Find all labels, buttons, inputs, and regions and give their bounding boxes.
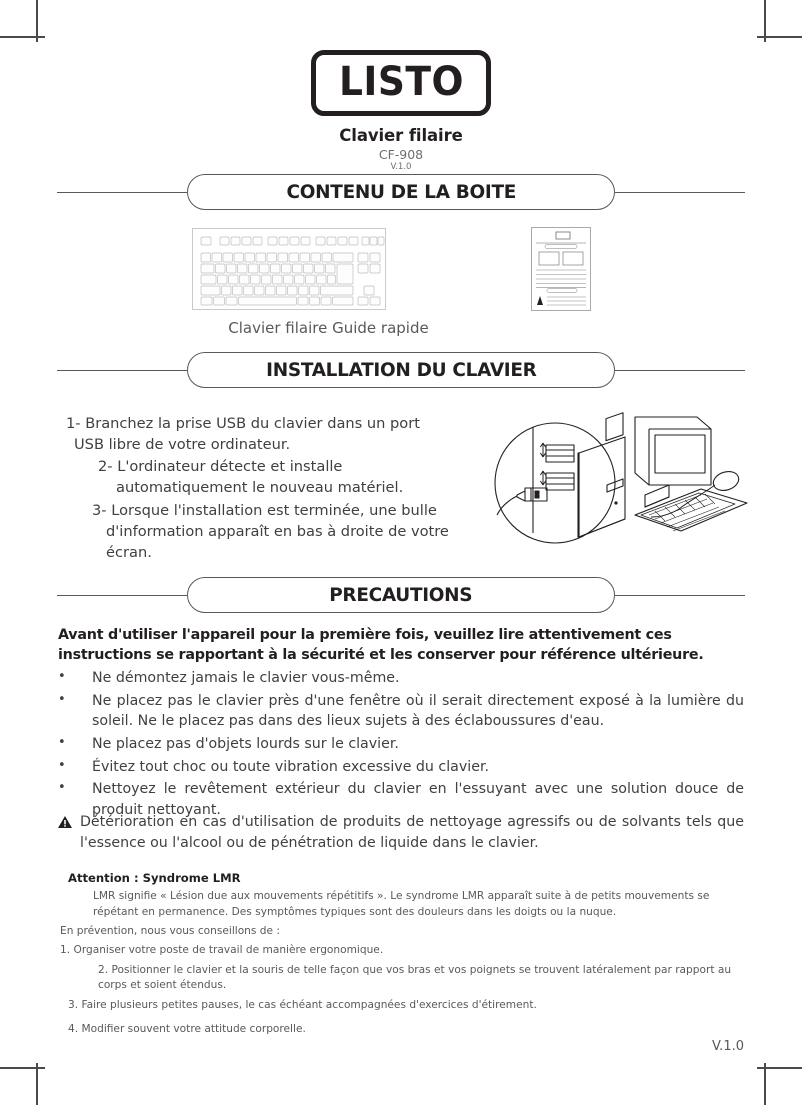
section-heading-precautions: PRECAUTIONS <box>329 584 473 606</box>
lmr-recommendation: 2. Positionner le clavier et la souris de telle façon que vos bras et vos poignets se trouvent latéralement par rapport au corps et soient étendus. <box>98 963 732 992</box>
bullet-icon: • <box>58 757 66 773</box>
crop-mark-bottom-left-vertical <box>36 1063 38 1105</box>
install-step-1-line1: 1- Branchez la prise USB du clavier dans un port <box>66 415 420 432</box>
footer-version: V.1.0 <box>711 1039 744 1054</box>
lmr-paragraph: LMR signifie « Lésion due aux mouvements répétitifs ». Le syndrome LMR apparaît suite à de petits mouvements se répétant en permanence. Des symptômes typiques sont des douleurs dans les doigts ou la nuque. <box>93 890 710 918</box>
quick-guide-booklet-illustration <box>531 227 591 311</box>
product-title: Clavier filaire <box>339 126 463 145</box>
section-header-installation <box>57 351 745 389</box>
install-step-3-line1: 3- Lorsque l'installation est terminée, une bulle <box>92 501 437 519</box>
precaution-item <box>58 734 744 754</box>
install-step-2-line1: 2- L'ordinateur détecte et installe <box>98 458 343 476</box>
install-step-1-line2: USB libre de votre ordinateur. <box>74 436 291 454</box>
header-rule-right <box>615 192 745 193</box>
listo-logo <box>311 50 492 116</box>
crop-mark-top-left-horizontal <box>0 36 45 38</box>
warning-text: Détérioration en cas d'utilisation de produits de nettoyage agressifs ou de solvants tels que l'essence ou l'alcool ou de pénétration de liquide dans le clavier. <box>80 814 744 851</box>
header-rule-left <box>57 370 187 371</box>
section-pill-precautions <box>187 577 615 613</box>
section-pill-installation <box>187 352 615 388</box>
precaution-text: Nettoyez le revêtement extérieur du clavier en l'essuyant avec une solution douce de produit nettoyant. <box>92 781 744 818</box>
header-rule-right <box>615 595 745 596</box>
crop-mark-bottom-right-vertical <box>764 1063 766 1105</box>
brand-header <box>0 50 802 172</box>
install-step-2 <box>98 456 486 498</box>
section-header-contents <box>57 173 745 211</box>
product-version: V.1.0 <box>390 162 412 172</box>
crop-mark-bottom-left-horizontal <box>0 1067 45 1069</box>
lmr-title: Attention : Syndrome LMR <box>68 871 241 885</box>
precaution-text: Ne placez pas le clavier près d'une fenêtre où il serait directement exposé à la lumière du soleil. Ne le placez pas dans des lieux sujets à des éclaboussures d'eau. <box>92 692 744 730</box>
crop-mark-bottom-right-horizontal <box>757 1067 802 1069</box>
precaution-item <box>58 668 744 688</box>
section-pill-contents <box>187 174 615 210</box>
precaution-text: Ne démontez jamais le clavier vous-même. <box>92 670 400 686</box>
precaution-text: Ne placez pas d'objets lourds sur le clavier. <box>92 735 399 752</box>
bullet-icon: • <box>58 780 66 796</box>
installation-steps <box>66 413 486 563</box>
lmr-recommendation: 1. Organiser votre poste de travail de manière ergonomique. <box>60 943 384 956</box>
logo-text: LISTO <box>338 59 464 105</box>
precaution-warning <box>58 812 744 853</box>
header-rule-left <box>57 192 187 193</box>
keyboard-illustration <box>192 228 386 310</box>
install-step-1 <box>66 413 486 455</box>
precautions-intro: Avant d'utiliser l'appareil pour la première fois, veuillez lire attentivement ces instructions se rapportant à la sécurité et les conserver pour référence ultérieure. <box>58 627 704 664</box>
bullet-icon: • <box>58 734 66 750</box>
precaution-item <box>58 757 744 777</box>
product-model: CF-908 <box>378 147 424 162</box>
install-step-3 <box>92 500 486 563</box>
precaution-item <box>58 691 744 732</box>
install-step-2-line2: automatiquement le nouveau matériel. <box>116 479 404 497</box>
precaution-text: Évitez tout choc ou toute vibration excessive du clavier. <box>92 758 489 775</box>
crop-mark-top-right-horizontal <box>757 36 802 38</box>
bullet-icon: • <box>58 669 66 684</box>
section-heading-contents: CONTENU DE LA BOITE <box>286 181 516 203</box>
header-rule-right <box>615 370 745 371</box>
precautions-list <box>58 668 744 823</box>
install-step-3-line2: d'information apparaît en bas à droite de votre écran. <box>106 522 449 561</box>
computer-usb-connection-diagram <box>483 405 749 550</box>
section-header-precautions <box>57 576 745 614</box>
lmr-block <box>58 871 744 1038</box>
contents-illustrations <box>0 228 802 312</box>
lmr-recommendation: 4. Modifier souvent votre attitude corporelle. <box>68 1023 306 1036</box>
lmr-lead-in: En prévention, nous vous conseillons de : <box>60 924 280 937</box>
section-heading-installation: INSTALLATION DU CLAVIER <box>265 359 537 381</box>
warning-triangle-icon <box>58 812 80 853</box>
contents-caption: Clavier filaire Guide rapide <box>228 319 429 337</box>
lmr-recommendation: 3. Faire plusieurs petites pauses, le cas échéant accompagnées d'exercices d'étirement. <box>68 999 537 1012</box>
bullet-icon: • <box>58 691 66 707</box>
header-rule-left <box>57 595 187 596</box>
